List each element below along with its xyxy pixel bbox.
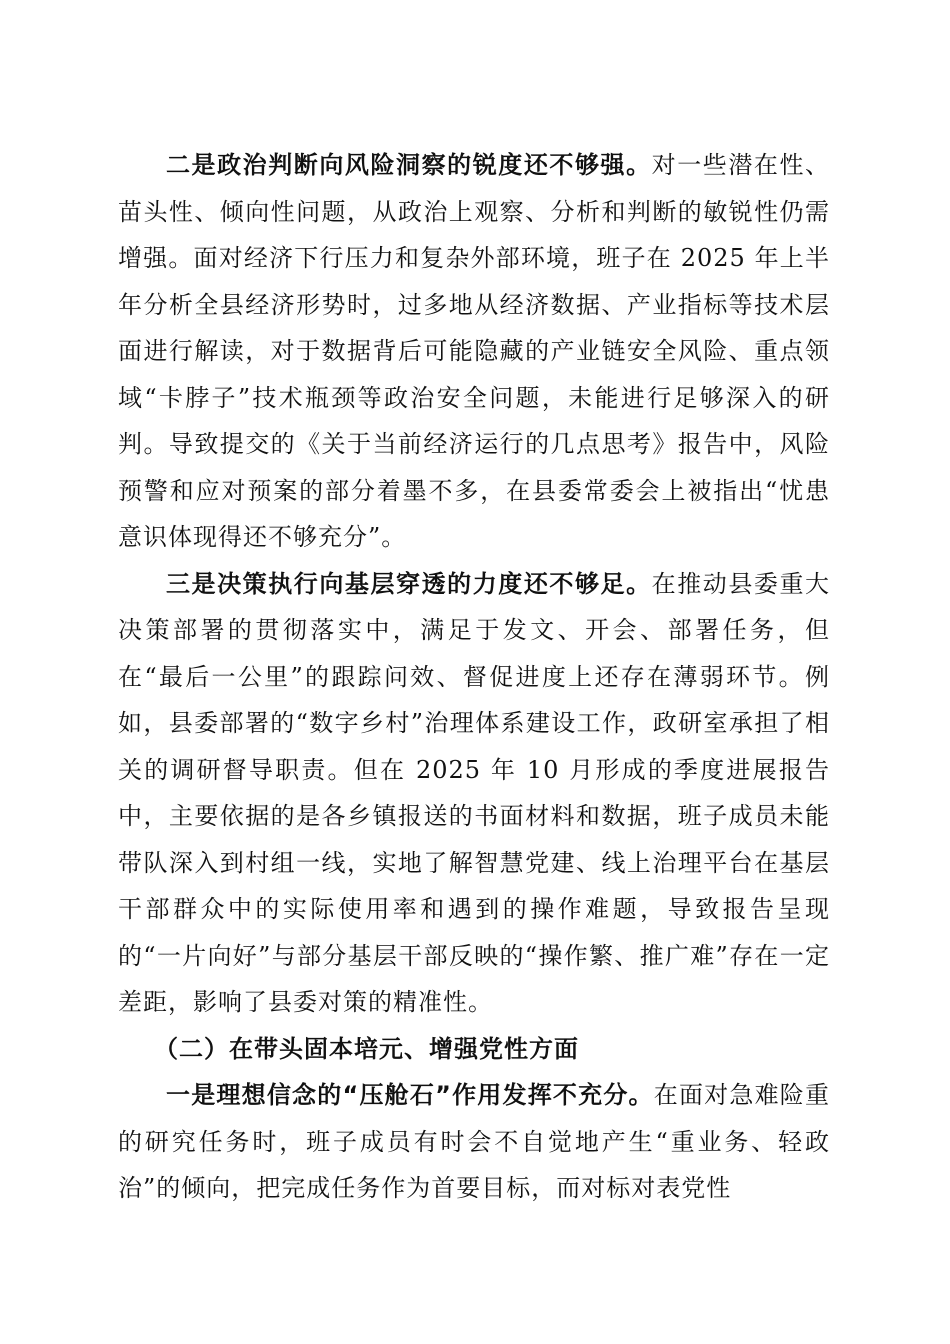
paragraph-text: 在面对急难险重的研究任务时，班子成员有时会不自觉地产生“重业务、轻政治”的倾向，把完成任务作为首要目标，而对标对表党性 [118, 1081, 831, 1202]
section-heading: （二）在带头固本培元、增强党性方面 [154, 1034, 579, 1063]
paragraph-political-judgment [118, 142, 830, 561]
paragraph-text: 在推动县委重大决策部署的贯彻落实中，满足于发文、开会、部署任务，但在“最后一公里”的跟踪问效、督促进度上还存在薄弱环节。例如，县委部署的“数字乡村”治理体系建设工作，政研室承担了相关的调研督导职责。但在 2025 年 10 月形成的季度进展报告中，主要依据的是各乡镇报送的书面材料和数据，班子成员未能带队深入到村组一线，实地了解智慧党建、线上治理平台在基层干部群众中的实际使用率和遇到的操作难题，导致报告呈现的“一片向好”与部分基层干部反映的“操作繁、推广难”存在一定差距，影响了县委对策的精准性。 [118, 569, 831, 1016]
paragraph-decision-execution [118, 561, 830, 1026]
paragraph-lead: 二是政治判断向风险洞察的锐度还不够强。 [166, 151, 652, 179]
paragraph-text: 对一些潜在性、苗头性、倾向性问题，从政治上观察、分析和判断的敏锐性仍需增强。面对经济下行压力和复杂外部环境，班子在 2025 年上半年分析全县经济形势时，过多地从经济数据、产业指标等技术层面进行解读，对于数据背后可能隐藏的产业链安全风险、重点领域“卡脖子”技术瓶颈等政治安全问题，未能进行足够深入的研判。导致提交的《关于当前经济运行的几点思考》报告中，风险预警和应对预案的部分着墨不多，在县委常委会上被指出“忧患意识体现得还不够充分”。 [118, 151, 831, 551]
document-body [118, 142, 830, 1212]
paragraph-lead: 一是理想信念的“压舱石”作用发挥不充分。 [166, 1081, 654, 1109]
paragraph-lead: 三是决策执行向基层穿透的力度还不够足。 [166, 569, 652, 598]
paragraph-ideals-beliefs [118, 1072, 830, 1212]
